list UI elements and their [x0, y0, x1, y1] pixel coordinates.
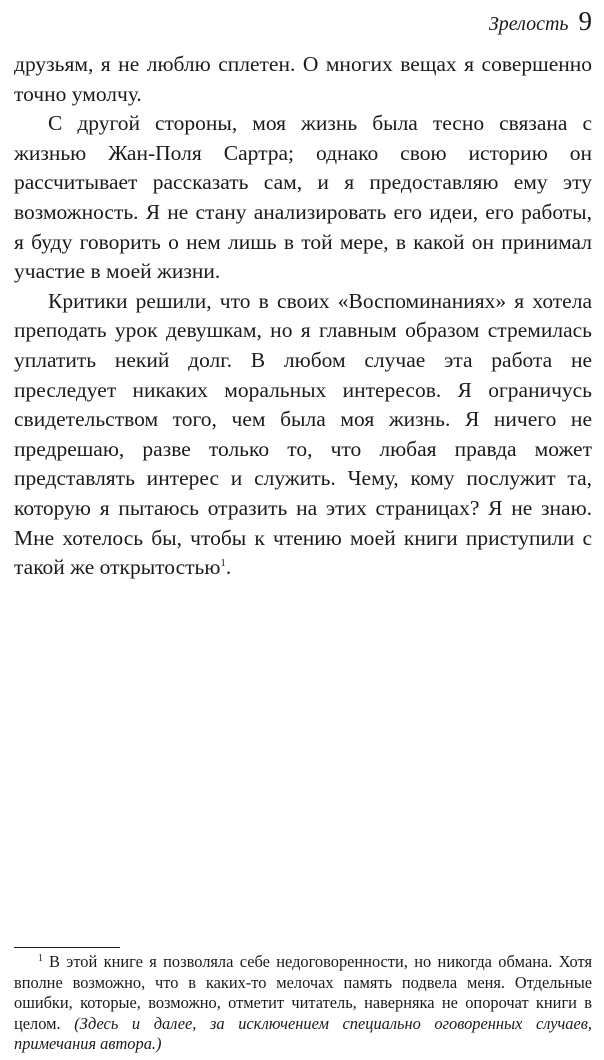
- paragraph-2-text: С другой стороны, моя жизнь была тесно связана с жизнью Жан-Поля Сартра; однако свою историю он рассчитывает рассказать сам, и я предоставляю ему эту возможность. Я не стану анализировать его идеи, его работы, я буду говорить о нем лишь в той мере, в какой он принимал участие в моей жизни.: [14, 111, 592, 284]
- footnote: [14, 952, 592, 1055]
- paragraph-3-tail: .: [225, 555, 232, 580]
- footnote-editor-note: (Здесь и далее, за исключением специально оговоренных случаев, примечания автора.): [14, 1013, 592, 1053]
- running-title: Зрелость: [488, 13, 569, 35]
- paragraph-1-text: друзьям, я не люблю сплетен. О многих вещах я совершенно точно умолчу.: [14, 52, 592, 106]
- footnote-text: В этой книге я позволяла себе недоговоренности, но никогда обмана. Хотя вполне возможно, что в каких-то мелочах память подвела меня. Отдельные ошибки, которые, возможно, отметит читатель, наверняка не опорочат книги в целом.: [14, 952, 592, 1033]
- paragraph-1: [14, 50, 592, 109]
- paragraph-3-text: Критики решили, что в своих «Воспоминаниях» я хотела преподать урок девушкам, но я главным образом стремилась уплатить некий долг. В любом случае эта работа не преследует никаких моральных интересов. Я ограничусь свидетельством того, чем была моя жизнь. Я ничего не предрешаю, разве только то, что любая правда может представлять интерес и служить. Чему, кому послужит та, которую я пытаюсь отразить на этих страницах? Я не знаю. Мне хотелось бы, чтобы к чтению моей книги приступили с такой же открытостью: [14, 288, 592, 580]
- footnote-divider: [14, 947, 120, 948]
- footnote-reference[interactable]: 1: [220, 556, 226, 569]
- page-number: 9: [578, 6, 592, 36]
- paragraph-3: [14, 287, 592, 583]
- running-head: [489, 6, 592, 37]
- footnote-number: 1: [38, 952, 43, 964]
- body-text: [14, 50, 592, 583]
- paragraph-2: [14, 109, 592, 287]
